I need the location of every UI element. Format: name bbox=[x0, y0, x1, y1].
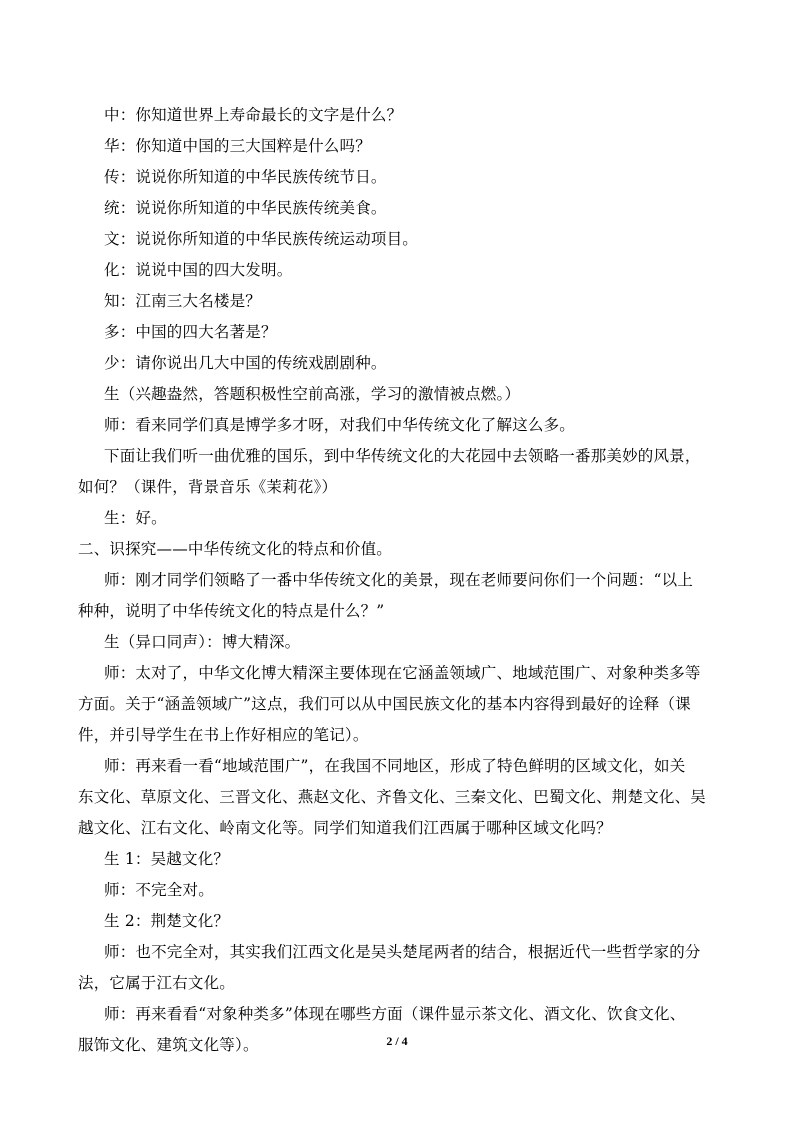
text-line: 师：也不完全对，其实我们江西文化是吴头楚尾两者的结合，根据近代一些哲学家的分 bbox=[104, 943, 701, 961]
text-line: 知：江南三大名楼是？ bbox=[104, 292, 262, 310]
text-line: 如何？（课件，背景音乐《茉莉花》） bbox=[78, 478, 338, 496]
page-number: 2 / 4 bbox=[386, 1034, 408, 1048]
text-line: 师：再来看看“对象种类多”体现在哪些方面（课件显示茶文化、酒文化、饮食文化、 bbox=[104, 1005, 686, 1023]
text-line: 下面让我们听一曲优雅的国乐，到中华传统文化的大花园中去领略一番那美妙的风景， bbox=[104, 447, 701, 465]
text-line: 师：再来看一看“地域范围广”，在我国不同地区，形成了特色鲜明的区域文化，如关 bbox=[104, 757, 686, 775]
text-line: 生（兴趣盎然，答题积极性空前高涨，学习的激情被点燃。） bbox=[104, 385, 521, 403]
text-line: 生（异口同声）：博大精深。 bbox=[104, 633, 301, 651]
text-line: 师：刚才同学们领略了一番中华传统文化的美景，现在老师要问你们一个问题：“以上 bbox=[104, 571, 694, 589]
text-line: 华：你知道中国的三大国粹是什么吗？ bbox=[104, 137, 371, 155]
text-line: 师：太对了，中华文化博大精深主要体现在它涵盖领域广、地域范围广、对象种类多等 bbox=[104, 664, 701, 682]
text-line: 师：看来同学们真是博学多才呀，对我们中华传统文化了解这么多。 bbox=[104, 416, 576, 434]
text-line: 法，它属于江右文化。 bbox=[78, 974, 236, 992]
text-line: 中：你知道世界上寿命最长的文字是什么？ bbox=[104, 106, 403, 124]
text-line: 二、识探究——中华传统文化的特点和价值。 bbox=[78, 540, 393, 558]
text-line: 少：请你说出几大中国的传统戏剧剧种。 bbox=[104, 354, 387, 372]
text-line: 东文化、草原文化、三晋文化、燕赵文化、齐鲁文化、三秦文化、巴蜀文化、荆楚文化、吴 bbox=[78, 788, 707, 806]
text-line: 件，并引导学生在书上作好相应的笔记）。 bbox=[78, 726, 369, 744]
text-line: 多：中国的四大名著是？ bbox=[104, 323, 277, 341]
text-line: 文：说说你所知道的中华民族传统运动项目。 bbox=[104, 230, 419, 248]
text-line: 生 2：荆楚文化？ bbox=[104, 912, 230, 930]
text-line: 越文化、江右文化、岭南文化等。同学们知道我们江西属于哪种区域文化吗？ bbox=[78, 819, 612, 837]
text-line: 方面。关于“涵盖领域广”这点，我们可以从中国民族文化的基本内容得到最好的诠释（课 bbox=[78, 695, 691, 713]
text-line: 传：说说你所知道的中华民族传统节日。 bbox=[104, 168, 387, 186]
text-line: 服饰文化、建筑文化等）。 bbox=[78, 1036, 259, 1054]
text-line: 化：说说中国的四大发明。 bbox=[104, 261, 293, 279]
text-line: 种种，说明了中华传统文化的特点是什么？” bbox=[78, 602, 385, 620]
document-body bbox=[78, 100, 718, 1061]
text-line: 师：不完全对。 bbox=[104, 881, 214, 899]
text-line: 统：说说你所知道的中华民族传统美食。 bbox=[104, 199, 387, 217]
text-line: 生 1：吴越文化？ bbox=[104, 850, 230, 868]
text-line: 生：好。 bbox=[104, 509, 167, 527]
